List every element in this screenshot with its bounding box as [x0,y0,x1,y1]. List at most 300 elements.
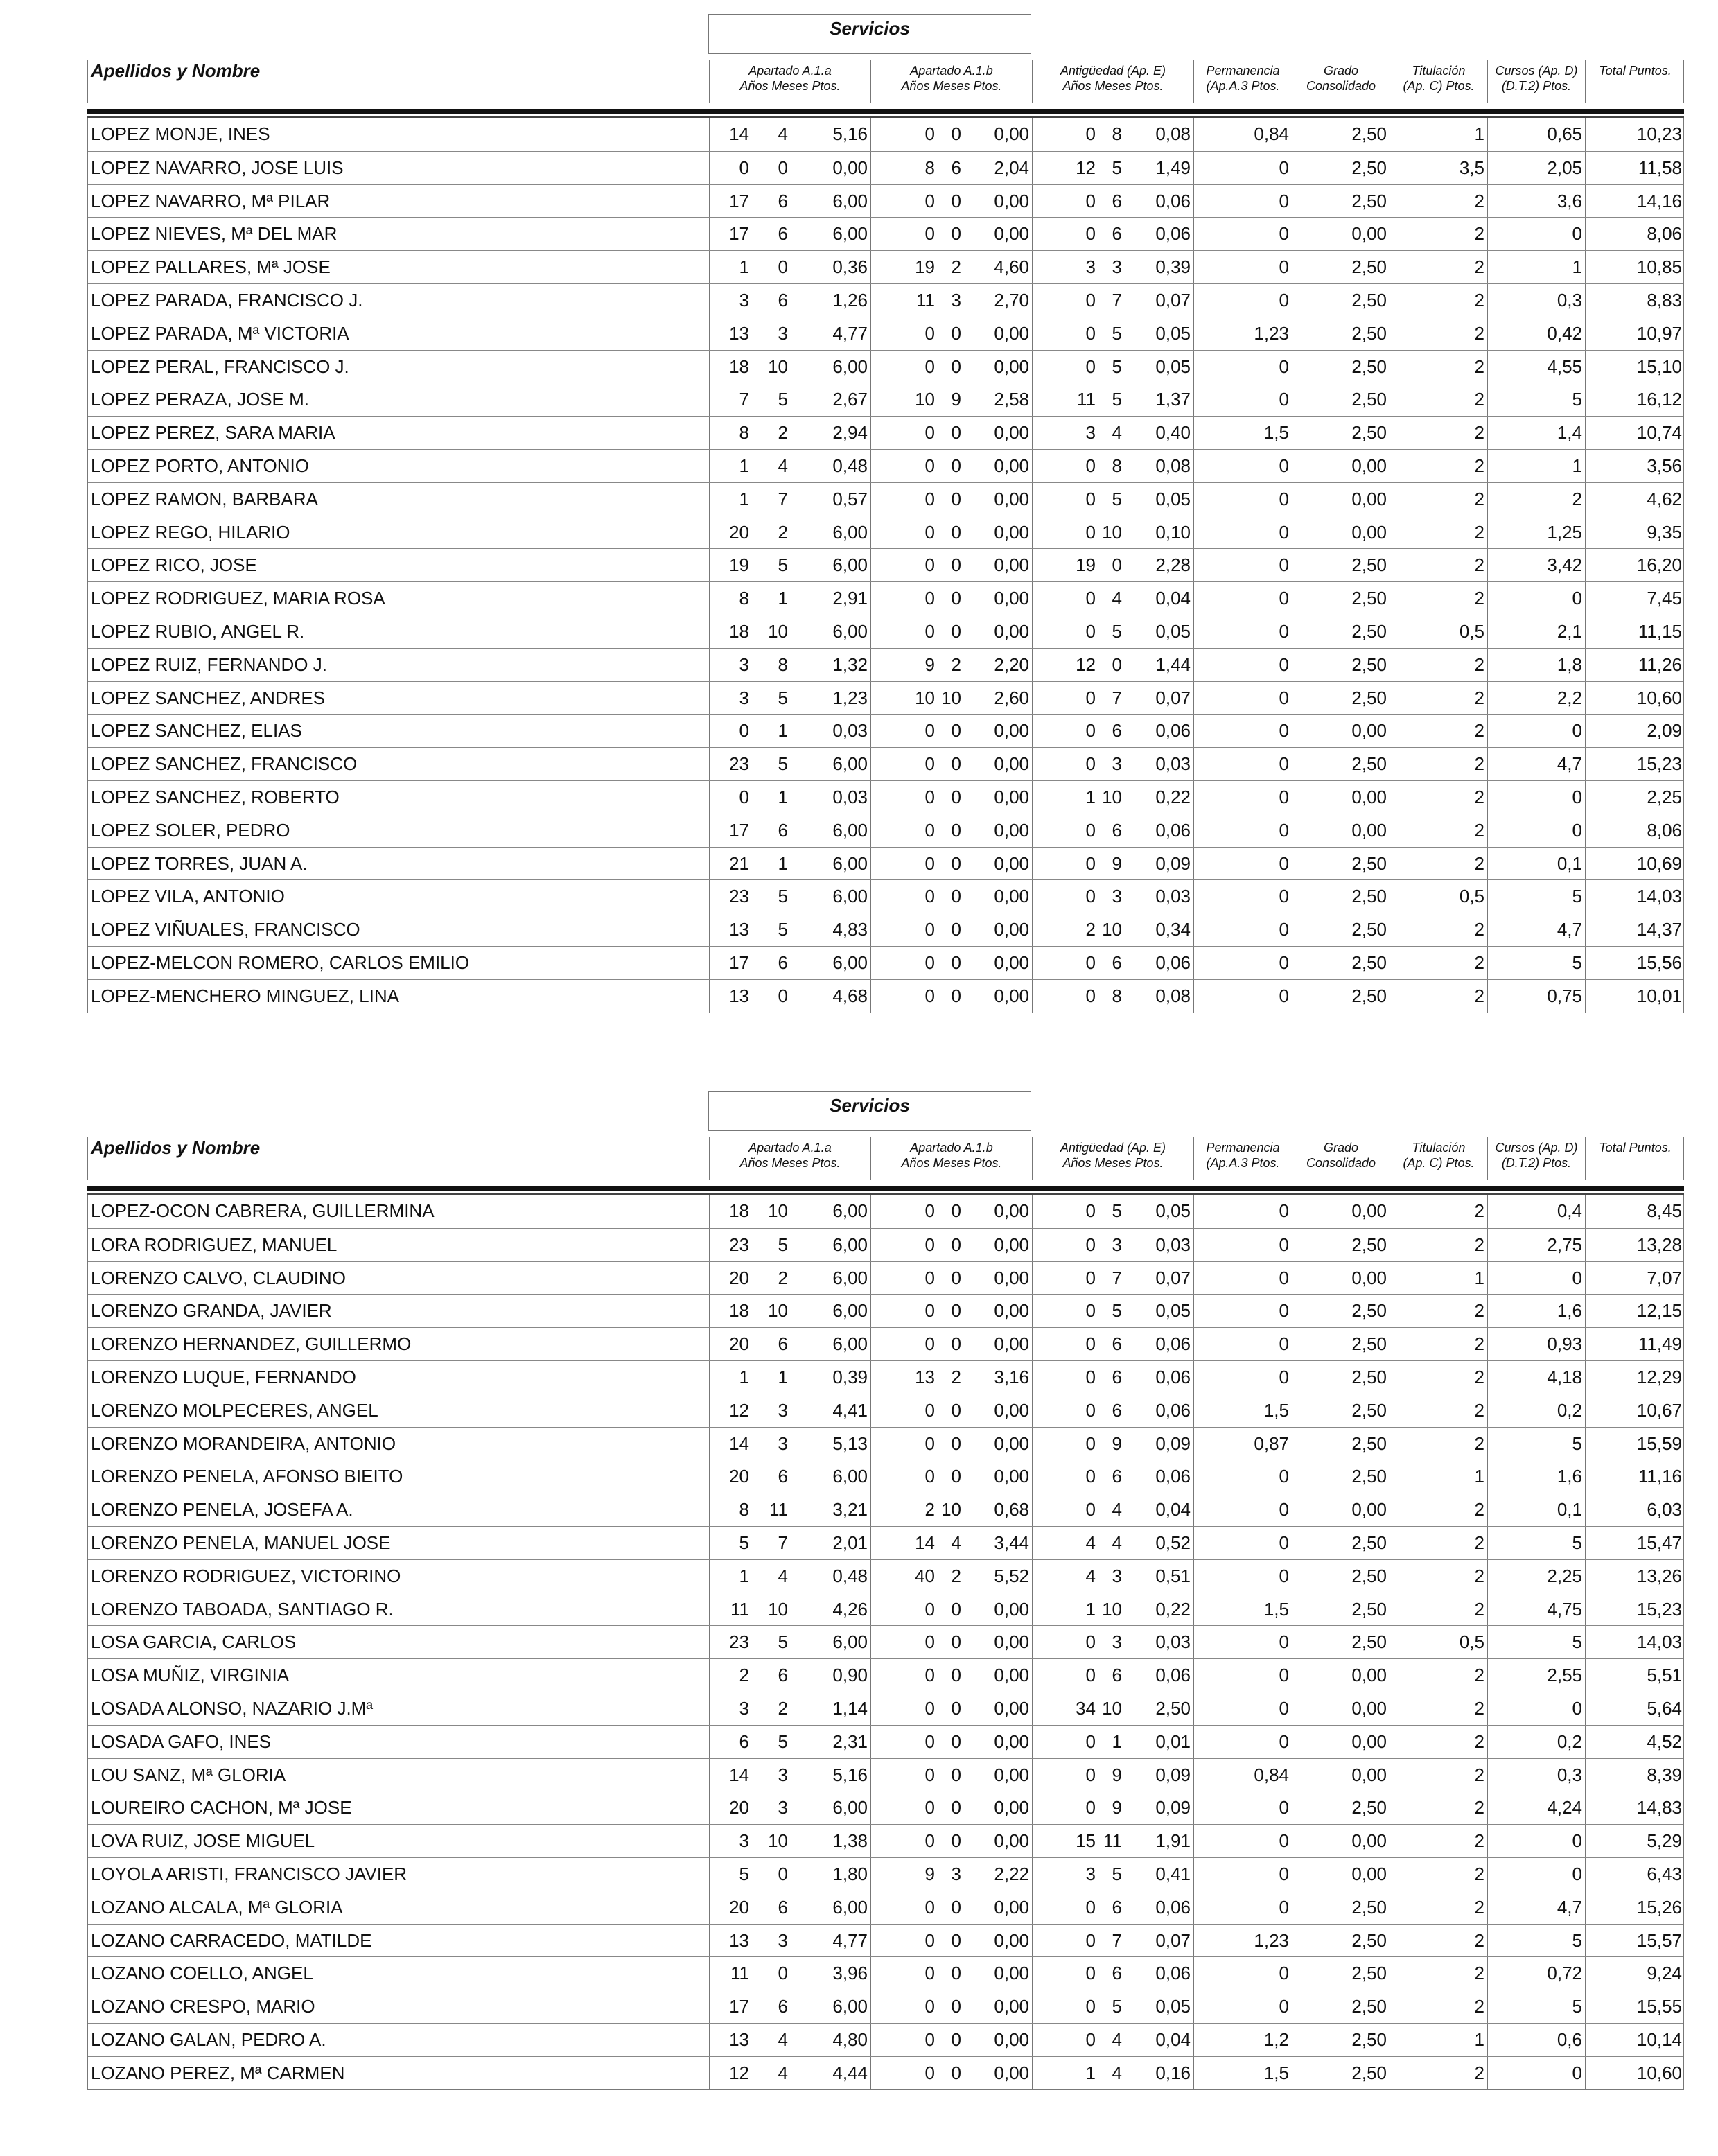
name-cell: LOPEZ RUBIO, ANGEL R. [91,620,305,642]
a1b-years-cell: 0 [870,1593,938,1626]
a1b-months-cell: 2 [951,654,961,675]
permanencia-cell: 0 [1193,1825,1292,1857]
antiguedad-years-cell: 4 [1032,1527,1098,1559]
antiguedad-points-cell: 0,06 [1155,819,1191,841]
grado-cell: 2,50 [1292,1990,1390,2023]
grado-cell: 2,50 [1292,880,1390,913]
permanencia-cell: 0 [1193,351,1292,383]
permanencia-cell: 0 [1193,1659,1292,1692]
antiguedad-points-cell: 0,05 [1155,322,1191,344]
grado-cell: 2,50 [1292,748,1390,780]
titulacion-cell: 2 [1390,1361,1487,1394]
grado-cell: 0,00 [1292,483,1390,516]
a1a-years-cell: 14 [709,1428,752,1460]
a1b-years-cell: 0 [870,880,938,913]
a1b-points-cell: 0,00 [994,1665,1029,1686]
grado-cell: 2,50 [1292,251,1390,283]
permanencia-cell: 0 [1193,848,1292,880]
table-row [88,1559,1683,1593]
table-row [88,482,1683,516]
cursos-cell: 1,6 [1487,1460,1585,1493]
a1a-months-cell: 6 [778,289,788,310]
a1b-points-cell: 0,00 [994,2062,1029,2083]
a1a-months-cell: 6 [778,1996,788,2017]
antiguedad-months-cell: 0 [1112,654,1122,675]
antiguedad-months-cell: 10 [1102,1697,1122,1719]
antiguedad-months-cell: 8 [1112,123,1122,144]
total-cell: 8,45 [1585,1195,1685,1228]
a1a-points-cell: 6,00 [832,886,868,907]
a1b-years-cell: 0 [870,1394,938,1427]
antiguedad-years-cell: 0 [1032,218,1098,250]
antiguedad-years-cell: 0 [1032,1791,1098,1824]
antiguedad-months-cell: 1 [1112,1730,1122,1752]
a1a-months-cell: 6 [778,223,788,245]
name-cell: LOVA RUIZ, JOSE MIGUEL [91,1830,315,1852]
antiguedad-points-cell: 0,05 [1155,356,1191,377]
a1a-months-cell: 10 [768,1200,788,1221]
a1b-years-cell: 0 [870,2024,938,2056]
total-cell: 4,62 [1585,483,1685,516]
a1a-months-cell: 4 [778,455,788,476]
a1a-months-cell: 3 [778,1929,788,1951]
a1a-years-cell: 0 [709,152,752,184]
a1b-points-cell: 0,00 [994,753,1029,775]
antiguedad-months-cell: 6 [1112,1665,1122,1686]
cursos-cell: 0 [1487,814,1585,847]
titulacion-column-header: Titulación (Ap. C) Ptos. [1390,1137,1487,1180]
a1a-years-cell: 20 [709,1328,752,1360]
a1b-months-cell: 0 [951,1764,961,1785]
cursos-cell: 0 [1487,582,1585,615]
titulacion-cell: 2 [1390,516,1487,549]
a1b-years-cell: 9 [870,649,938,681]
a1a-months-cell: 4 [778,123,788,144]
a1a-years-cell: 23 [709,1626,752,1658]
cursos-cell: 4,75 [1487,1593,1585,1626]
antiguedad-points-cell: 0,06 [1155,1665,1191,1686]
antiguedad-months-cell: 6 [1112,819,1122,841]
antiguedad-years-cell: 3 [1032,1858,1098,1891]
permanencia-cell: 0 [1193,880,1292,913]
name-cell: LOZANO CRESPO, MARIO [91,1996,315,2017]
name-cell: LORENZO LUQUE, FERNANDO [91,1366,356,1387]
permanencia-cell: 0 [1193,980,1292,1013]
antiguedad-months-cell: 7 [1112,289,1122,310]
a1b-points-cell: 0,00 [994,521,1029,543]
a1b-months-cell: 0 [951,2028,961,2050]
antiguedad-years-cell: 3 [1032,417,1098,449]
a1a-points-cell: 6,00 [832,521,868,543]
total-cell: 7,45 [1585,582,1685,615]
titulacion-cell: 2 [1390,483,1487,516]
a1a-points-cell: 6,00 [832,852,868,874]
antiguedad-years-cell: 0 [1032,483,1098,516]
a1a-years-cell: 20 [709,1791,752,1824]
antiguedad-points-cell: 0,08 [1155,455,1191,476]
a1a-years-cell: 17 [709,814,752,847]
a1a-years-cell: 13 [709,317,752,350]
antiguedad-months-cell: 10 [1102,786,1122,807]
a1b-points-cell: 0,00 [994,1598,1029,1620]
name-cell: LORENZO RODRIGUEZ, VICTORINO [91,1565,401,1586]
a1b-years-cell: 0 [870,1262,938,1295]
grado-cell: 2,50 [1292,1328,1390,1360]
name-cell: LOUREIRO CACHON, Mª JOSE [91,1797,352,1818]
table-row [88,1758,1683,1791]
a1b-points-cell: 0,00 [994,2028,1029,2050]
a1b-months-cell: 9 [951,389,961,410]
a1a-points-cell: 6,00 [832,753,868,775]
name-column-header: Apellidos y Nombre [91,1137,261,1158]
a1b-years-cell: 0 [870,615,938,648]
a1a-months-cell: 10 [768,1830,788,1852]
total-cell: 6,43 [1585,1858,1685,1891]
total-cell: 15,56 [1585,947,1685,979]
grado-cell: 2,50 [1292,2024,1390,2056]
antiguedad-points-cell: 0,06 [1155,1399,1191,1421]
a1a-points-cell: 3,21 [832,1499,868,1520]
titulacion-cell: 2 [1390,649,1487,681]
a1a-points-cell: 0,36 [832,256,868,278]
antiguedad-points-cell: 0,05 [1155,488,1191,509]
column-header-row [87,60,1684,103]
a1a-years-cell: 14 [709,1759,752,1791]
table-row [88,317,1683,350]
grado-cell: 2,50 [1292,284,1390,317]
antiguedad-years-cell: 0 [1032,1328,1098,1360]
antiguedad-years-cell: 0 [1032,516,1098,549]
titulacion-column-header: Titulación (Ap. C) Ptos. [1390,60,1487,103]
grado-cell: 0,00 [1292,218,1390,250]
total-cell: 13,26 [1585,1560,1685,1593]
antiguedad-points-cell: 0,06 [1155,1366,1191,1387]
antiguedad-points-cell: 0,04 [1155,2028,1191,2050]
table-row [88,747,1683,780]
antiguedad-months-cell: 6 [1112,1963,1122,1984]
a1b-points-cell: 0,00 [994,488,1029,509]
a1a-months-cell: 5 [778,1631,788,1653]
a1a-months-cell: 10 [768,356,788,377]
titulacion-cell: 2 [1390,351,1487,383]
table-row [88,946,1683,979]
name-cell: LORENZO MOLPECERES, ANGEL [91,1399,378,1421]
permanencia-cell: 0 [1193,1858,1292,1891]
antiguedad-years-cell: 0 [1032,848,1098,880]
a1b-points-cell: 0,00 [994,1267,1029,1288]
antiguedad-months-cell: 6 [1112,1466,1122,1487]
grado-cell: 2,50 [1292,351,1390,383]
cursos-cell: 0,72 [1487,1957,1585,1990]
permanencia-cell: 0 [1193,1726,1292,1758]
a1a-column-header: Apartado A.1.a Años Meses Ptos. [709,1137,870,1180]
grado-cell: 0,00 [1292,450,1390,482]
permanencia-cell: 0 [1193,1493,1292,1526]
a1a-months-cell: 4 [778,2062,788,2083]
name-cell: LOPEZ TORRES, JUAN A. [91,852,308,874]
antiguedad-years-cell: 1 [1032,781,1098,814]
a1b-years-cell: 0 [870,814,938,847]
a1b-months-cell: 0 [951,1631,961,1653]
table-row [88,1824,1683,1857]
total-cell: 10,14 [1585,2024,1685,2056]
cursos-cell: 4,24 [1487,1791,1585,1824]
antiguedad-months-cell: 5 [1112,488,1122,509]
total-cell: 5,64 [1585,1692,1685,1725]
a1a-points-cell: 4,83 [832,919,868,940]
table-row [88,1460,1683,1493]
a1a-months-cell: 0 [778,256,788,278]
cursos-cell: 0,3 [1487,284,1585,317]
antiguedad-months-cell: 6 [1112,1333,1122,1355]
a1b-points-cell: 0,00 [994,952,1029,973]
a1b-points-cell: 0,00 [994,985,1029,1006]
a1a-points-cell: 6,00 [832,1333,868,1355]
grado-cell: 2,50 [1292,549,1390,581]
a1b-points-cell: 0,00 [994,1996,1029,2017]
a1b-months-cell: 0 [951,1665,961,1686]
cursos-cell: 0,2 [1487,1394,1585,1427]
antiguedad-years-cell: 0 [1032,1428,1098,1460]
titulacion-cell: 2 [1390,1593,1487,1626]
a1a-points-cell: 2,91 [832,588,868,609]
antiguedad-years-cell: 19 [1032,549,1098,581]
a1a-years-cell: 23 [709,880,752,913]
titulacion-cell: 2 [1390,1428,1487,1460]
titulacion-cell: 3,5 [1390,152,1487,184]
a1a-years-cell: 18 [709,615,752,648]
titulacion-cell: 2 [1390,417,1487,449]
titulacion-cell: 2 [1390,582,1487,615]
total-cell: 2,25 [1585,781,1685,814]
cursos-cell: 0 [1487,1692,1585,1725]
a1b-points-cell: 0,00 [994,588,1029,609]
a1a-points-cell: 0,00 [832,157,868,178]
a1b-points-cell: 0,00 [994,1963,1029,1984]
grado-cell: 0,00 [1292,1825,1390,1857]
cursos-cell: 0,6 [1487,2024,1585,2056]
permanencia-cell: 0 [1193,284,1292,317]
permanencia-cell: 0 [1193,152,1292,184]
a1b-years-cell: 0 [870,2057,938,2089]
a1a-years-cell: 5 [709,1527,752,1559]
a1b-years-cell: 0 [870,417,938,449]
name-cell: LOZANO PEREZ, Mª CARMEN [91,2062,345,2083]
antiguedad-points-cell: 0,06 [1155,720,1191,742]
a1b-months-cell: 0 [951,985,961,1006]
titulacion-cell: 2 [1390,1925,1487,1957]
a1a-months-cell: 7 [778,488,788,509]
a1a-points-cell: 2,01 [832,1532,868,1553]
total-cell: 15,59 [1585,1428,1685,1460]
table-row [88,1294,1683,1327]
a1a-points-cell: 6,00 [832,952,868,973]
name-cell: LOPEZ-MELCON ROMERO, CARLOS EMILIO [91,952,470,973]
antiguedad-months-cell: 5 [1112,356,1122,377]
total-cell: 10,97 [1585,317,1685,350]
antiguedad-points-cell: 0,06 [1155,1333,1191,1355]
grado-cell: 2,50 [1292,1361,1390,1394]
a1b-years-cell: 0 [870,1428,938,1460]
antiguedad-points-cell: 0,09 [1155,1764,1191,1785]
a1b-years-cell: 0 [870,483,938,516]
a1a-points-cell: 0,57 [832,488,868,509]
titulacion-cell: 2 [1390,1328,1487,1360]
name-cell: LOPEZ-OCON CABRERA, GUILLERMINA [91,1200,435,1221]
a1b-years-cell: 11 [870,284,938,317]
name-cell: LORENZO GRANDA, JAVIER [91,1300,332,1322]
name-cell: LOPEZ SANCHEZ, ANDRES [91,687,326,708]
a1b-months-cell: 0 [951,1830,961,1852]
titulacion-cell: 2 [1390,913,1487,946]
titulacion-cell: 2 [1390,2057,1487,2089]
name-cell: LORENZO TABOADA, SANTIAGO R. [91,1598,394,1620]
a1a-years-cell: 23 [709,748,752,780]
titulacion-cell: 2 [1390,284,1487,317]
table-row [88,2056,1683,2089]
antiguedad-points-cell: 0,51 [1155,1565,1191,1586]
a1b-months-cell: 0 [951,1267,961,1288]
cursos-cell: 5 [1487,880,1585,913]
a1a-months-cell: 10 [768,1598,788,1620]
permanencia-cell: 0 [1193,582,1292,615]
a1b-points-cell: 2,04 [994,157,1029,178]
a1a-years-cell: 17 [709,1990,752,2023]
a1a-years-cell: 8 [709,582,752,615]
a1b-months-cell: 0 [951,455,961,476]
a1a-points-cell: 4,77 [832,322,868,344]
permanencia-cell: 0 [1193,383,1292,416]
permanencia-cell: 0,84 [1193,1759,1292,1791]
titulacion-cell: 2 [1390,218,1487,250]
antiguedad-points-cell: 0,06 [1155,952,1191,973]
a1b-points-cell: 0,00 [994,786,1029,807]
antiguedad-months-cell: 5 [1112,1300,1122,1322]
antiguedad-points-cell: 0,07 [1155,687,1191,708]
a1a-months-cell: 6 [778,1333,788,1355]
titulacion-cell: 2 [1390,748,1487,780]
a1b-years-cell: 0 [870,1891,938,1924]
a1b-months-cell: 3 [951,1863,961,1884]
grado-cell: 2,50 [1292,417,1390,449]
antiguedad-years-cell: 0 [1032,118,1098,151]
antiguedad-months-cell: 4 [1112,588,1122,609]
table-row [88,2023,1683,2056]
a1b-points-cell: 0,00 [994,1399,1029,1421]
antiguedad-months-cell: 3 [1112,1234,1122,1255]
grado-cell: 2,50 [1292,1295,1390,1327]
a1a-years-cell: 18 [709,1195,752,1228]
total-cell: 14,03 [1585,1626,1685,1658]
a1a-points-cell: 6,00 [832,1896,868,1918]
table-row [88,1526,1683,1559]
permanencia-cell: 0 [1193,218,1292,250]
antiguedad-months-cell: 5 [1112,389,1122,410]
cursos-cell: 1 [1487,251,1585,283]
a1a-months-cell: 6 [778,819,788,841]
a1a-years-cell: 13 [709,2024,752,2056]
a1b-points-cell: 0,00 [994,1466,1029,1487]
permanencia-cell: 0 [1193,1361,1292,1394]
a1b-points-cell: 0,00 [994,1631,1029,1653]
cursos-cell: 0,1 [1487,848,1585,880]
antiguedad-years-cell: 0 [1032,317,1098,350]
table-row [88,250,1683,283]
a1b-months-cell: 2 [951,256,961,278]
table-row [88,416,1683,449]
table-row [88,1857,1683,1891]
titulacion-cell: 2 [1390,1692,1487,1725]
permanencia-cell: 0 [1193,251,1292,283]
grado-cell: 0,00 [1292,715,1390,747]
titulacion-cell: 2 [1390,980,1487,1013]
table-row [88,814,1683,847]
cursos-cell: 0,75 [1487,980,1585,1013]
table-row [88,1891,1683,1924]
a1b-points-cell: 0,00 [994,1333,1029,1355]
cursos-cell: 5 [1487,1626,1585,1658]
a1a-points-cell: 6,00 [832,554,868,576]
antiguedad-points-cell: 0,01 [1155,1730,1191,1752]
permanencia-cell: 0,87 [1193,1428,1292,1460]
a1b-years-cell: 0 [870,1692,938,1725]
a1a-points-cell: 4,80 [832,2028,868,2050]
grado-cell: 0,00 [1292,1195,1390,1228]
grado-column-header: Grado Consolidado [1292,60,1390,103]
titulacion-cell: 2 [1390,450,1487,482]
antiguedad-years-cell: 0 [1032,1726,1098,1758]
a1a-points-cell: 5,16 [832,123,868,144]
antiguedad-points-cell: 0,09 [1155,1797,1191,1818]
antiguedad-points-cell: 0,07 [1155,289,1191,310]
name-column-header: Apellidos y Nombre [91,60,261,81]
a1a-points-cell: 5,13 [832,1432,868,1454]
total-cell: 14,37 [1585,913,1685,946]
antiguedad-years-cell: 0 [1032,682,1098,715]
a1b-points-cell: 0,00 [994,1896,1029,1918]
a1b-months-cell: 0 [951,919,961,940]
cursos-cell: 1,8 [1487,649,1585,681]
total-cell: 2,09 [1585,715,1685,747]
permanencia-cell: 1,5 [1193,1394,1292,1427]
cursos-cell: 2,1 [1487,615,1585,648]
cursos-cell: 0 [1487,715,1585,747]
table-row [88,118,1683,151]
cursos-cell: 0,4 [1487,1195,1585,1228]
a1b-years-cell: 0 [870,351,938,383]
antiguedad-years-cell: 0 [1032,185,1098,218]
a1a-months-cell: 2 [778,521,788,543]
antiguedad-years-cell: 0 [1032,1460,1098,1493]
antiguedad-points-cell: 2,50 [1155,1697,1191,1719]
permanencia-cell: 1,5 [1193,1593,1292,1626]
a1b-months-cell: 0 [951,1598,961,1620]
a1b-years-cell: 0 [870,1925,938,1957]
name-cell: LOPEZ RODRIGUEZ, MARIA ROSA [91,588,385,609]
a1b-months-cell: 6 [951,157,961,178]
cursos-cell: 2,25 [1487,1560,1585,1593]
grado-cell: 2,50 [1292,582,1390,615]
a1b-points-cell: 0,00 [994,819,1029,841]
a1a-months-cell: 10 [768,1300,788,1322]
cursos-column-header: Cursos (Ap. D) (D.T.2) Ptos. [1487,60,1585,103]
antiguedad-months-cell: 5 [1112,1200,1122,1221]
a1a-years-cell: 13 [709,980,752,1013]
a1a-months-cell: 1 [778,588,788,609]
antiguedad-months-cell: 10 [1102,1598,1122,1620]
a1b-months-cell: 0 [951,1466,961,1487]
a1a-months-cell: 0 [778,1963,788,1984]
